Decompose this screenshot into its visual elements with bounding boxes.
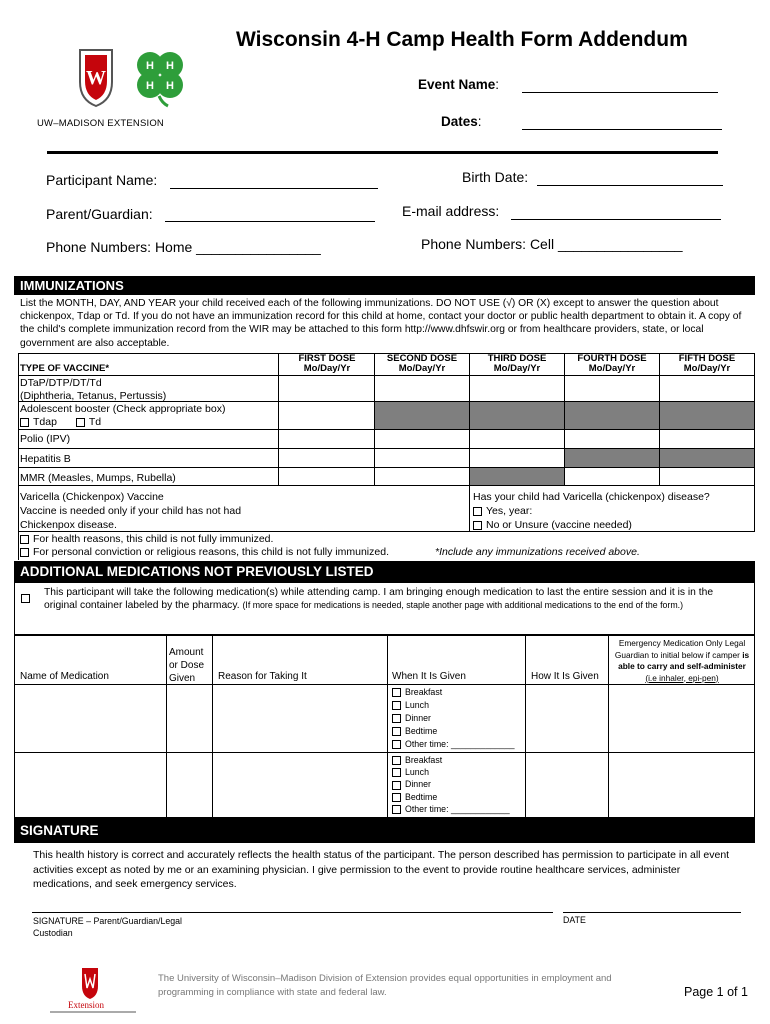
- date-line[interactable]: [563, 912, 741, 913]
- parent-guardian-label: Parent/Guardian:: [46, 206, 153, 222]
- birth-date-label: Birth Date:: [462, 169, 529, 185]
- event-name-label: Event Name:: [418, 77, 500, 92]
- dinner-checkbox[interactable]: [392, 714, 401, 723]
- svg-text:Extension: Extension: [68, 1000, 104, 1010]
- col-how-given: How It Is Given: [531, 671, 599, 682]
- signature-heading: SIGNATURE: [14, 818, 755, 843]
- dose-header-3: THIRD DOSE Mo/Day/Yr: [487, 353, 547, 374]
- row-hepatitis-b: Hepatitis B: [20, 453, 71, 465]
- col-type-of-vaccine: TYPE OF VACCINE*: [20, 363, 110, 374]
- email-field[interactable]: [511, 203, 721, 220]
- phone-home-field[interactable]: Phone Numbers: Home ________________: [46, 239, 321, 255]
- row-adolescent-booster: Adolescent booster (Check appropriate box) Tdap Td: [20, 403, 226, 428]
- tdap-checkbox[interactable]: [20, 418, 29, 427]
- exemptions: For health reasons, this child is not fully immunized. For personal conviction or religious reasons, this child is not fully immunized.: [20, 533, 389, 559]
- email-label: E-mail address:: [402, 203, 500, 219]
- svg-text:H: H: [166, 60, 174, 72]
- phone-cell-field[interactable]: Phone Numbers: Cell ________________: [421, 236, 683, 252]
- health-reasons-checkbox[interactable]: [20, 535, 29, 544]
- medications-heading: ADDITIONAL MEDICATIONS NOT PREVIOUSLY LISTED: [14, 561, 755, 583]
- dose-header-5: FIFTH DOSE Mo/Day/Yr: [678, 353, 736, 374]
- col-when-given: When It Is Given: [392, 671, 466, 682]
- lunch-checkbox[interactable]: [392, 701, 401, 710]
- dates-field[interactable]: [522, 115, 722, 130]
- bedtime-checkbox[interactable]: [392, 793, 401, 802]
- svg-text:H: H: [166, 80, 174, 92]
- page-number: Page 1 of 1: [684, 985, 748, 999]
- col-reason: Reason for Taking It: [218, 671, 307, 682]
- varicella-question: Has your child had Varicella (chickenpox) disease? Yes, year: No or Unsure (vaccine needed): [473, 491, 710, 531]
- signature-line[interactable]: [32, 912, 553, 913]
- row-varicella: Varicella (Chickenpox) Vaccine Vaccine is needed only if your child has not had Chickenpox disease.: [20, 491, 242, 531]
- col-name-of-medication: Name of Medication: [20, 671, 109, 682]
- col-amount-dose: Amount or Dose Given: [169, 647, 205, 684]
- breakfast-checkbox[interactable]: [392, 756, 401, 765]
- dinner-checkbox[interactable]: [392, 781, 401, 790]
- event-name-field[interactable]: [522, 78, 718, 93]
- dose-header-4: FOURTH DOSE Mo/Day/Yr: [577, 353, 647, 374]
- row-dtap: DTaP/DTP/DT/Td (Diphtheria, Tetanus, Pertussis): [20, 377, 167, 402]
- immunization-note: *Include any immunizations received above.: [435, 546, 640, 558]
- when-options-row-2: Breakfast Lunch Dinner Bedtime Other time: ____________: [392, 754, 510, 815]
- participant-name-field[interactable]: [170, 172, 378, 189]
- uw-crest-icon: [76, 46, 116, 108]
- svg-text:W: W: [86, 67, 106, 89]
- varicella-no-checkbox[interactable]: [473, 521, 482, 530]
- row-polio: Polio (IPV): [20, 433, 71, 445]
- svg-text:H: H: [146, 60, 154, 72]
- parent-guardian-field[interactable]: [165, 205, 375, 222]
- medications-statement: This participant will take the following medication(s) while attending camp. I am bringing enough medication to last the entire session and it is in the original container labeled by the pharmacy. (If more space for medications is needed, staple another page with additional medications to the end of the form.): [44, 587, 714, 611]
- org-name: UW–MADISON EXTENSION: [37, 118, 164, 129]
- immunizations-heading: IMMUNIZATIONS: [14, 276, 755, 295]
- personal-reasons-checkbox[interactable]: [20, 548, 29, 557]
- four-h-clover-icon: [132, 48, 188, 108]
- page-title: Wisconsin 4-H Camp Health Form Addendum: [236, 28, 688, 51]
- birth-date-field[interactable]: [537, 169, 723, 186]
- signature-statement: This health history is correct and accurately reflects the health status of the participant. The person described has permission to participate in all event activities except as noted by me or an examining physician. I give permission to the event to provide routine healthcare services, administer medications, and seek emergency services.: [33, 849, 730, 890]
- date-label: DATE: [563, 915, 586, 925]
- header-divider: [47, 151, 718, 154]
- td-checkbox[interactable]: [76, 418, 85, 427]
- dose-header-1: FIRST DOSE Mo/Day/Yr: [298, 353, 356, 374]
- footer-equal-opportunity: The University of Wisconsin–Madison Division of Extension provides equal opportunities in employment and programming in compliance with state and federal law.: [158, 973, 612, 998]
- other-time-checkbox[interactable]: [392, 740, 401, 749]
- varicella-yes-checkbox[interactable]: [473, 507, 482, 516]
- dates-label: Dates:: [441, 114, 482, 129]
- svg-text:H: H: [146, 80, 154, 92]
- extension-logo-icon: [50, 966, 136, 1014]
- lunch-checkbox[interactable]: [392, 768, 401, 777]
- medications-agree-checkbox[interactable]: [21, 594, 30, 603]
- bedtime-checkbox[interactable]: [392, 727, 401, 736]
- participant-name-label: Participant Name:: [46, 172, 158, 188]
- signature-label: SIGNATURE – Parent/Guardian/Legal Custodian: [33, 916, 182, 938]
- dose-header-2: SECOND DOSE Mo/Day/Yr: [386, 353, 458, 374]
- when-options-row-1: Breakfast Lunch Dinner Bedtime Other time: _____________: [392, 686, 515, 751]
- breakfast-checkbox[interactable]: [392, 688, 401, 697]
- row-mmr: MMR (Measles, Mumps, Rubella): [20, 472, 176, 484]
- other-time-checkbox[interactable]: [392, 805, 401, 814]
- immunizations-intro: List the MONTH, DAY, AND YEAR your child received each of the following immunizations. DO NOT USE (√) OR (X) except to answer the question about chickenpox, Tdap or Td. If you do not have an immunization record for this child at home, contact your doctor or public health department to obtain it. A copy of the child's complete immunization record from the WIR may be attached to this form http://www.dhfswir.org or from healthcare providers, state, or local government are also acceptable.: [20, 298, 742, 349]
- col-emergency-medication: Emergency Medication Only Legal Guardian to initial below if camper is able to carry and self-administer (i.e inhaler, epi-pen): [614, 638, 750, 683]
